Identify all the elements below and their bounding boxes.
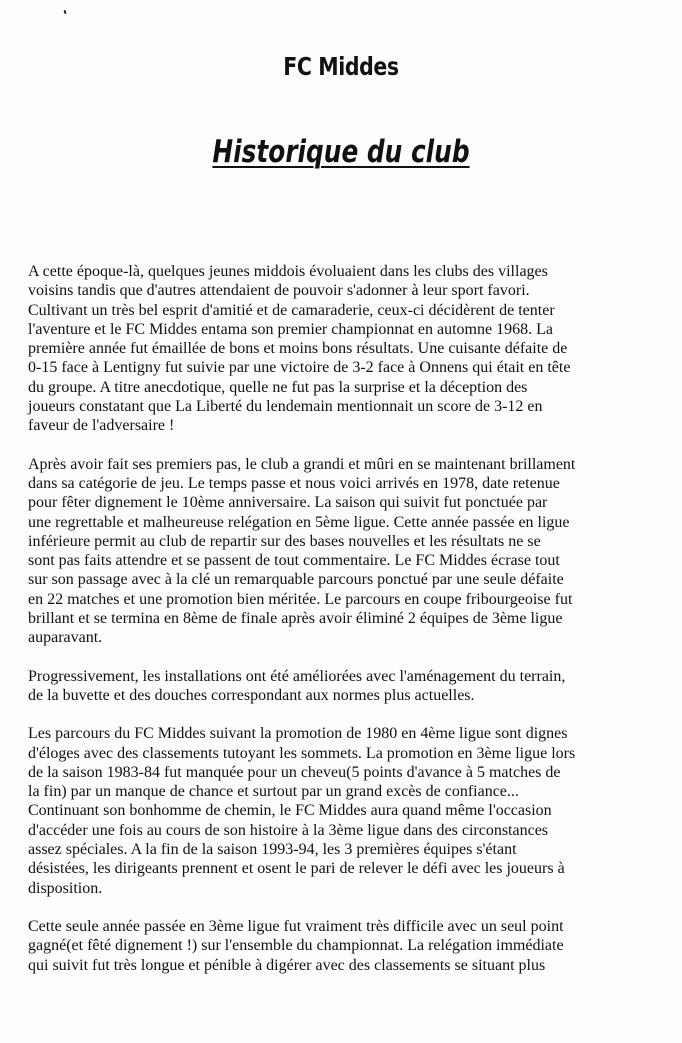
text-line: faveur de l'adversaire !	[28, 417, 175, 435]
text-line: première année fut émaillée de bons et moins bons résultats. Une cuisante défaite de	[28, 340, 568, 358]
text-line: une regrettable et malheureuse relégation en 5ème ligue. Cette année passée en ligue	[28, 513, 570, 531]
paragraph	[28, 917, 660, 975]
text-line: Cultivant un très bel esprit d'amitié et de camaraderie, ceux-ci décidèrent de tenter	[28, 301, 555, 319]
paragraph	[28, 262, 660, 436]
text-line: dans sa catégorie de jeu. Le temps passe et nous voici arrivés en 1978, date retenue	[28, 474, 560, 492]
text-line: sont pas faits attendre et se passent de tout commentaire. Le FC Middes écrase tout	[28, 552, 560, 570]
document-body	[28, 262, 660, 994]
text-line: désistées, les dirigeants prennent et osent le pari de relever le défi avec les joueurs à	[28, 860, 565, 878]
text-line: Après avoir fait ses premiers pas, le club a grandi et mûri en se maintenant brillament	[28, 455, 576, 473]
text-line: Progressivement, les installations ont été améliorées avec l'aménagement du terrain,	[28, 667, 566, 685]
document-subtitle: Historique du club	[212, 134, 470, 170]
text-line: assez spéciales. A la fin de la saison 1993-94, les 3 premières équipes s'étant	[28, 841, 517, 859]
text-line: Continuant son bonhomme de chemin, le FC Middes aura quand même l'occasion	[28, 802, 552, 820]
text-line: Les parcours du FC Middes suivant la promotion de 1980 en 4ème ligue sont dignes	[28, 725, 568, 743]
text-line: la fin) par un manque de chance et surtout par un grand excès de confiance...	[28, 783, 519, 801]
text-line: d'éloges avec des classements tutoyant les sommets. La promotion en 3ème ligue lors	[28, 744, 576, 762]
text-line: brillant et se termina en 8ème de finale après avoir éliminé 2 équipes de 3ème ligue	[28, 610, 563, 628]
text-line: qui suivit fut très longue et pénible à digérer avec des classements se situant plus	[28, 956, 546, 974]
text-line: Cette seule année passée en 3ème ligue fut vraiment très difficile avec un seul point	[28, 917, 564, 935]
text-line: disposition.	[28, 879, 103, 897]
text-line: auparavant.	[28, 629, 103, 647]
text-line: d'accéder une fois au cours de son histoire à la 3ème ligue dans des circonstances	[28, 821, 549, 839]
paragraph	[28, 455, 660, 648]
text-line: de la buvette et des douches correspondant aux normes plus actuelles.	[28, 686, 475, 704]
text-line: l'aventure et le FC Middes entama son premier championnat en automne 1968. La	[28, 320, 553, 338]
text-line: A cette époque-là, quelques jeunes middois évoluaient dans les clubs des villages	[28, 263, 548, 280]
text-line: 0-15 face à Lentigny fut suivie par une victoire de 3-2 face à Onnens qui était en tête	[28, 359, 571, 377]
text-line: du groupe. A titre anecdotique, quelle ne fut pas la surprise et la déception des	[28, 378, 528, 396]
text-line: de la saison 1983-84 fut manquée pour un cheveu(5 points d'avance à 5 matches de	[28, 763, 561, 781]
paragraph	[28, 724, 660, 898]
text-line: sur son passage avec à la clé un remarquable parcours ponctué par une seule défaite	[28, 571, 564, 589]
text-line: gagné(et fêté dignement !) sur l'ensemble du championnat. La relégation immédiate	[28, 937, 564, 955]
scan-speck	[63, 10, 66, 14]
document-title: FC Middes	[283, 52, 399, 81]
text-line: joueurs constatant que La Liberté du lendemain mentionnait un score de 3-12 en	[28, 398, 543, 416]
paragraph	[28, 667, 660, 706]
text-line: en 22 matches et une promotion bien méritée. Le parcours en coupe fribourgeoise fut	[28, 590, 573, 608]
text-line: pour fêter dignement le 10ème anniversaire. La saison qui suivit fut ponctuée par	[28, 494, 548, 512]
text-line: voisins tandis que d'autres attendaient de pouvoir s'adonner à leur sport favori.	[28, 282, 530, 300]
text-line: inférieure permit au club de repartir sur des bases nouvelles et les résultats ne se	[28, 532, 541, 550]
